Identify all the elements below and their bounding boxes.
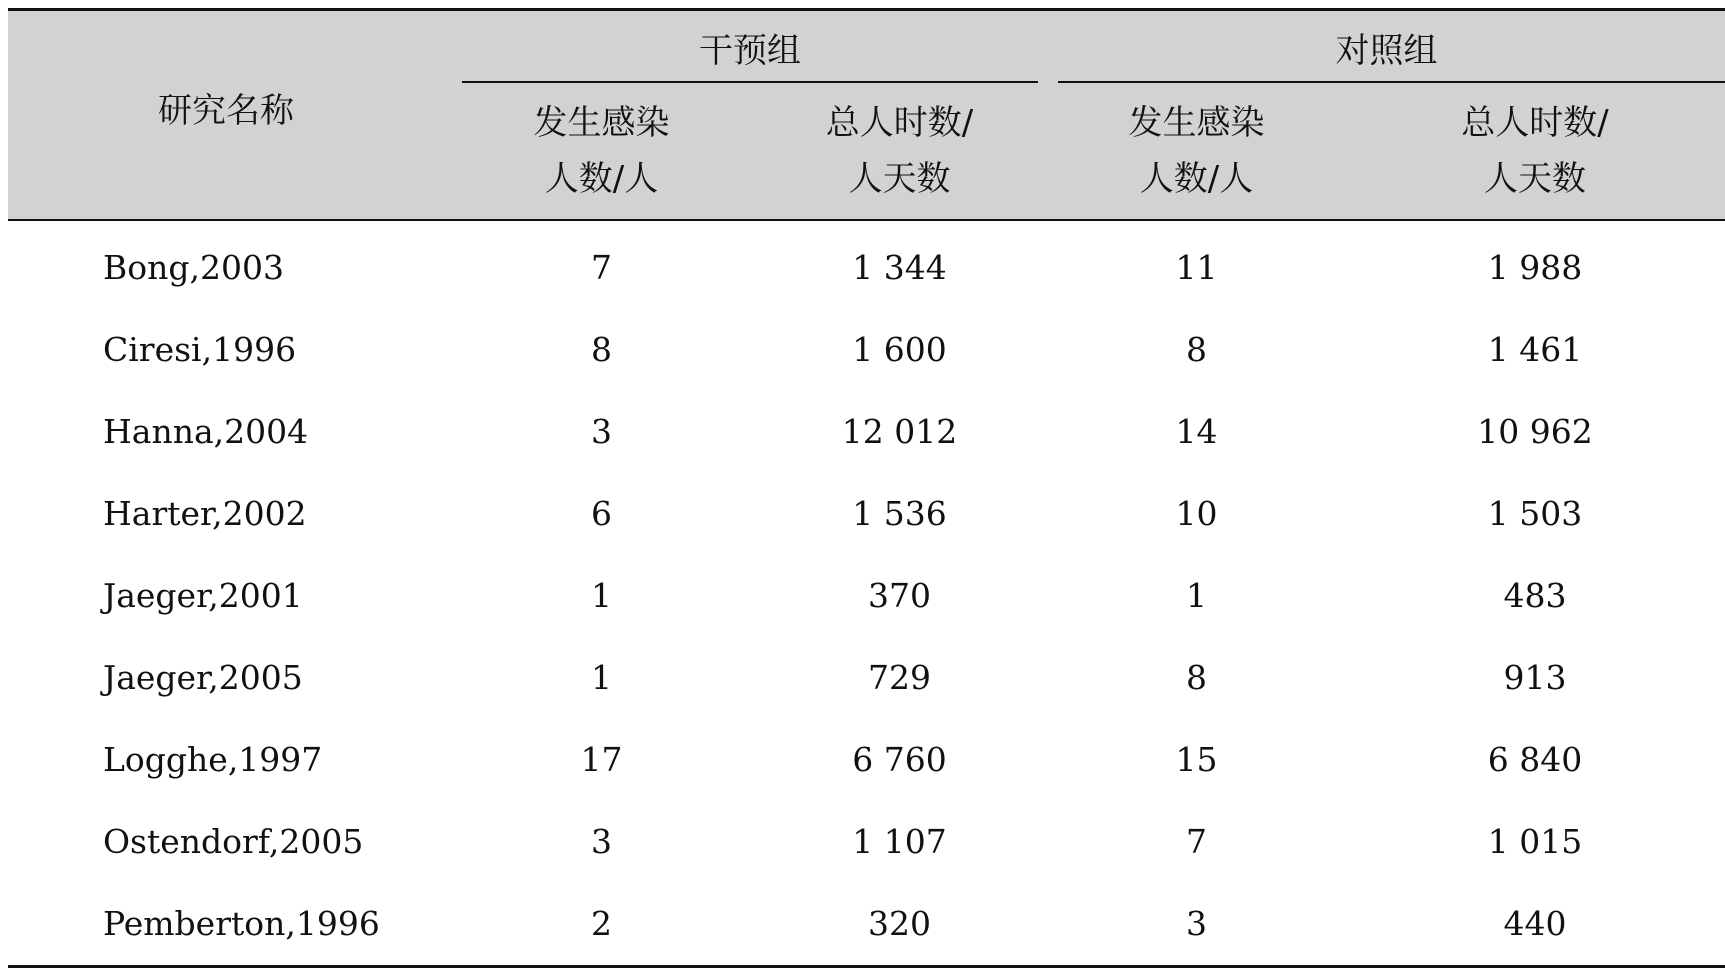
header-intervention-person-days-line1: 总人时数/ bbox=[825, 102, 974, 143]
cell-control-person-days: 1 503 bbox=[1487, 494, 1583, 533]
cell-control-person-days: 440 bbox=[1345, 883, 1725, 967]
cell-control-person-days: 10 962 bbox=[1477, 412, 1593, 451]
cell-intervention-infections: 3 bbox=[591, 412, 612, 451]
table-header bbox=[8, 10, 1725, 220]
cell-study: Pemberton,1996 bbox=[8, 883, 452, 967]
header-intervention-infections bbox=[452, 83, 751, 219]
cell-intervention-infections: 2 bbox=[452, 883, 751, 967]
table-row bbox=[8, 719, 1725, 801]
study-infection-table bbox=[8, 8, 1725, 968]
header-group-control-label: 对照组 bbox=[1335, 30, 1438, 71]
cell-control-infections: 11 bbox=[1175, 248, 1218, 287]
header-control-infections-line2: 人数/人 bbox=[1139, 158, 1254, 199]
cell-study: Logghe,1997 bbox=[103, 740, 323, 779]
cell-control-person-days: 1 988 bbox=[1487, 248, 1583, 287]
cell-control-infections: 8 bbox=[1186, 330, 1207, 369]
table-row bbox=[8, 391, 1725, 473]
cell-control-infections: 14 bbox=[1175, 412, 1218, 451]
header-control-infections-line1: 发生感染 bbox=[1128, 102, 1265, 143]
cell-study: Jaeger,2001 bbox=[103, 576, 303, 615]
header-group-control bbox=[1048, 10, 1725, 84]
cell-intervention-person-days: 729 bbox=[868, 658, 931, 697]
cell-study: Bong,2003 bbox=[103, 248, 284, 287]
header-intervention-person-days bbox=[751, 83, 1048, 219]
cell-control-person-days: 1 461 bbox=[1487, 330, 1583, 369]
cell-control-infections: 15 bbox=[1175, 740, 1218, 779]
cell-control-infections: 7 bbox=[1186, 822, 1207, 861]
cell-control-infections: 1 bbox=[1186, 576, 1207, 615]
cell-intervention-person-days: 1 344 bbox=[852, 248, 947, 287]
cell-intervention-person-days: 12 012 bbox=[841, 412, 958, 451]
header-control-person-days-line2: 人天数 bbox=[1484, 158, 1586, 199]
table-row bbox=[8, 801, 1725, 883]
cell-control-infections: 3 bbox=[1048, 883, 1345, 967]
table-row bbox=[8, 309, 1725, 391]
cell-intervention-infections: 7 bbox=[591, 248, 612, 287]
cell-control-person-days: 483 bbox=[1503, 576, 1567, 615]
cell-intervention-person-days: 6 760 bbox=[852, 740, 947, 779]
cell-intervention-infections: 6 bbox=[591, 494, 612, 533]
header-intervention-infections-line2: 人数/人 bbox=[544, 158, 659, 199]
header-study-name: 研究名称 bbox=[8, 10, 452, 220]
header-group-intervention bbox=[452, 10, 1048, 84]
header-group-intervention-label: 干预组 bbox=[699, 30, 801, 71]
header-intervention-infections-line1: 发生感染 bbox=[533, 102, 670, 143]
cell-intervention-person-days: 1 600 bbox=[852, 330, 947, 369]
table-row bbox=[8, 637, 1725, 719]
cell-intervention-person-days: 320 bbox=[751, 883, 1048, 967]
table-body bbox=[8, 220, 1725, 967]
cell-study: Harter,2002 bbox=[103, 494, 307, 533]
table-row bbox=[8, 555, 1725, 637]
cell-study: Jaeger,2005 bbox=[103, 658, 303, 697]
cell-control-infections: 8 bbox=[1186, 658, 1207, 697]
cell-study: Ostendorf,2005 bbox=[103, 822, 364, 861]
cell-study: Hanna,2004 bbox=[103, 412, 309, 451]
cell-control-person-days: 1 015 bbox=[1487, 822, 1583, 861]
header-control-person-days-line1: 总人时数/ bbox=[1461, 102, 1609, 143]
cell-study: Ciresi,1996 bbox=[103, 330, 297, 369]
cell-intervention-infections: 8 bbox=[591, 330, 612, 369]
header-intervention-person-days-line2: 人天数 bbox=[848, 158, 951, 199]
cell-intervention-person-days: 370 bbox=[868, 576, 931, 615]
table-row bbox=[8, 883, 1725, 967]
header-control-infections bbox=[1048, 83, 1345, 219]
data-table-container bbox=[8, 8, 1725, 968]
cell-control-person-days: 913 bbox=[1503, 658, 1567, 697]
cell-intervention-infections: 1 bbox=[591, 658, 612, 697]
cell-intervention-infections: 17 bbox=[580, 740, 623, 779]
cell-intervention-infections: 1 bbox=[591, 576, 612, 615]
cell-intervention-person-days: 1 107 bbox=[852, 822, 947, 861]
cell-control-infections: 10 bbox=[1175, 494, 1218, 533]
table-row bbox=[8, 220, 1725, 309]
header-control-person-days bbox=[1345, 83, 1725, 219]
cell-control-person-days: 6 840 bbox=[1487, 740, 1583, 779]
cell-intervention-infections: 3 bbox=[591, 822, 612, 861]
cell-intervention-person-days: 1 536 bbox=[852, 494, 947, 533]
table-row bbox=[8, 473, 1725, 555]
